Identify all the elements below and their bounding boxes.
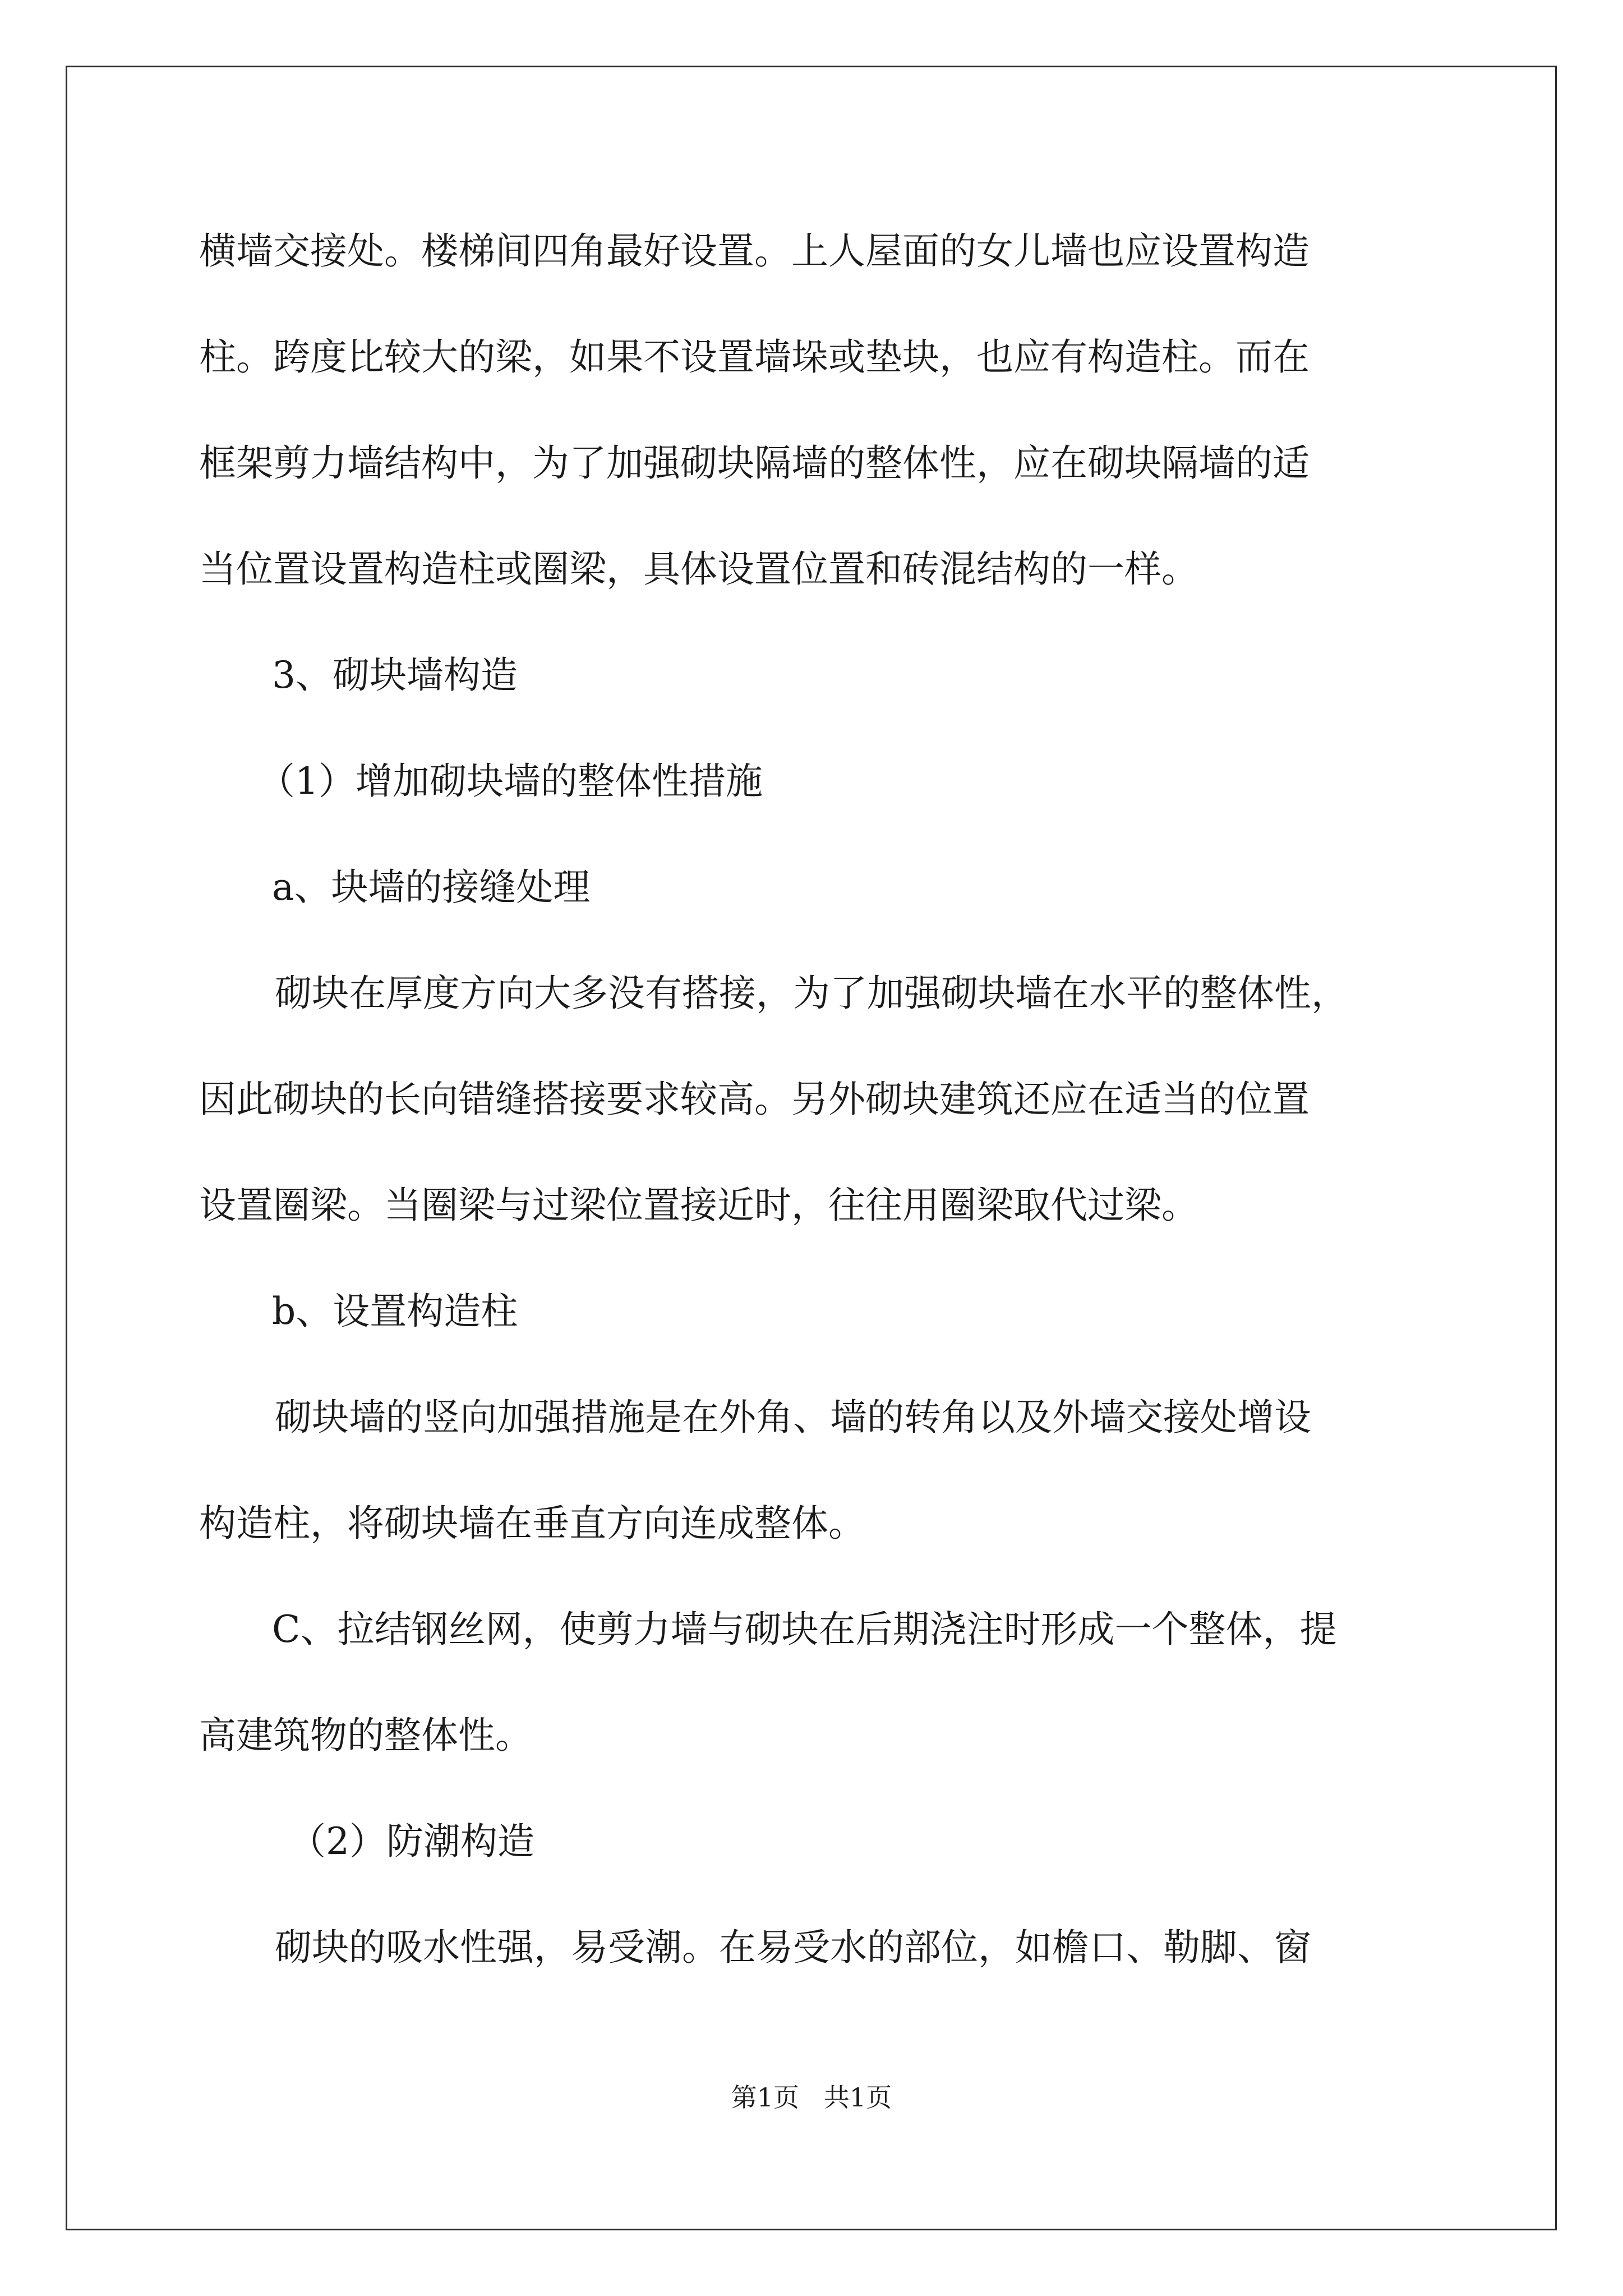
page-number-footer: 第1页 共1页	[731, 2082, 892, 2113]
paragraph-line: 柱。跨度比较大的梁，如果不设置墙垛或垫块，也应有构造柱。而在	[199, 335, 1310, 379]
paragraph-line: 框架剪力墙结构中，为了加强砌块隔墙的整体性，应在砌块隔墙的适	[199, 441, 1310, 485]
page-border	[66, 66, 1557, 2230]
paragraph-line: C、拉结钢丝网，使剪力墙与砌块在后期浇注时形成一个整体，提	[272, 1608, 1337, 1651]
paragraph-line: 当位置设置构造柱或圈梁，具体设置位置和砖混结构的一样。	[199, 547, 1198, 591]
paragraph-line: 高建筑物的整体性。	[199, 1714, 532, 1757]
paragraph-line: 因此砌块的长向错缝搭接要求较高。另外砌块建筑还应在适当的位置	[199, 1078, 1310, 1121]
paragraph-line: 构造柱，将砌块墙在垂直方向连成整体。	[199, 1502, 865, 1545]
item-heading: b、设置构造柱	[272, 1290, 518, 1333]
subsection-heading: （1）增加砌块墙的整体性措施	[258, 760, 763, 803]
paragraph-line: 砌块墙的竖向加强措施是在外角、墙的转角以及外墙交接处增设	[275, 1396, 1311, 1439]
paragraph-line: 横墙交接处。楼梯间四角最好设置。上人屋面的女儿墙也应设置构造	[199, 229, 1310, 273]
paragraph-line: 砌块的吸水性强，易受潮。在易受水的部位，如檐口、勒脚、窗	[275, 1926, 1311, 1969]
section-heading: 3、砌块墙构造	[272, 654, 518, 697]
paragraph-line: 设置圈梁。当圈梁与过梁位置接近时，往往用圈梁取代过梁。	[199, 1184, 1198, 1227]
item-heading: a、块墙的接缝处理	[272, 866, 591, 909]
subsection-heading: （2）防潮构造	[289, 1820, 534, 1863]
paragraph-line: 砌块在厚度方向大多没有搭接，为了加强砌块墙在水平的整体性，	[275, 972, 1348, 1015]
